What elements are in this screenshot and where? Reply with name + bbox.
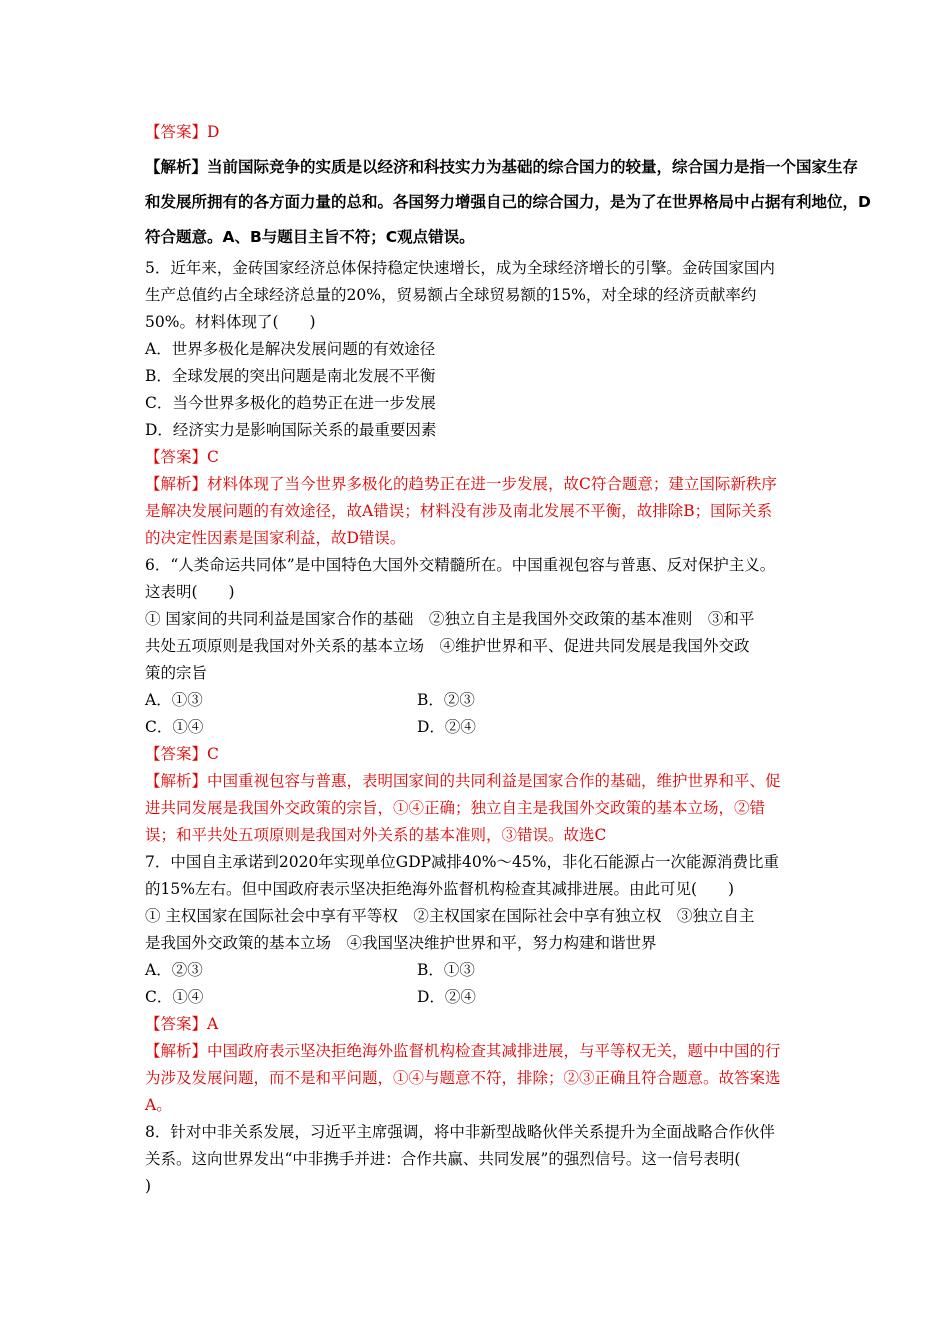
q4-analysis-line: 【解析】当前国际竞争的实质是以经济和科技实力为基础的综合国力的较量，综合国力是指一个国家生存 [145,158,859,176]
q7-option-b: B．①③ [417,961,475,979]
q4-answer: 【答案】D [145,123,220,141]
q7-answer: 【答案】A [145,1015,219,1033]
q7-option-d: D．②④ [417,988,476,1006]
q5-stem-line: 生产总值约占全球经济总量的20%，贸易额占全球贸易额的15%，对全球的经济贡献率约 [145,286,757,304]
q5-analysis-line: 【解析】材料体现了当今世界多极化的趋势正在进一步发展，故C符合题意；建立国际新秩序 [145,475,777,493]
q5-option-d: D．经济实力是影响国际关系的最重要因素 [145,421,437,439]
q6-stem-line: ① 国家间的共同利益是国家合作的基础 ②独立自主是我国外交政策的基本准则 ③和平 [145,610,755,628]
q8-stem-line: 8．针对中非关系发展，习近平主席强调，将中非新型战略伙伴关系提升为全面战略合作伙伴 [145,1123,775,1141]
q6-analysis-line: 误；和平共处五项原则是我国对外关系的基本准则，③错误。故选C [145,826,607,844]
q6-stem-line: 策的宗旨 [145,664,208,682]
q7-analysis-line: 【解析】中国政府表示坚决拒绝海外监督机构检查其减排进展，与平等权无关，题中中国的行 [145,1042,781,1060]
q7-option-c: C．①④ [145,988,204,1006]
q5-analysis-line: 是解决发展问题的有效途径，故A错误；材料没有涉及南北发展不平衡，故排除B；国际关系 [145,502,773,520]
q5-option-c: C．当今世界多极化的趋势正在进一步发展 [145,394,436,412]
q6-stem-line: 这表明( ) [145,583,235,601]
q7-stem-line: 的15%左右。但中国政府表示坚决拒绝海外监督机构检查其减排进展。由此可见( ) [145,880,735,898]
q5-stem-line: 5．近年来，金砖国家经济总体保持稳定快速增长，成为全球经济增长的引擎。金砖国家国内 [145,259,775,277]
q7-options-row [145,984,817,1011]
q6-option-b: B．②③ [417,691,475,709]
q6-answer: 【答案】C [145,745,219,763]
q6-analysis-line: 【解析】中国重视包容与普惠，表明国家间的共同利益是国家合作的基础，维护世界和平、促 [145,772,781,790]
q7-stem-line: ① 主权国家在国际社会中享有平等权 ②主权国家在国际社会中享有独立权 ③独立自主 [145,907,755,925]
q6-options-row [145,714,817,741]
q6-stem-line: 共处五项原则是我国对外关系的基本立场 ④维护世界和平、促进共同发展是我国外交政 [145,637,750,655]
q7-stem-line: 7．中国自主承诺到2020年实现单位GDP减排40%～45%，非化石能源占一次能源消费比重 [145,853,779,871]
q7-analysis-line: 为涉及发展问题，而不是和平问题，①④与题意不符，排除；②③正确且符合题意。故答案选 [145,1069,781,1087]
q6-options-row [145,687,817,714]
q7-options-row [145,957,817,984]
q5-option-b: B．全球发展的突出问题是南北发展不平衡 [145,367,436,385]
q5-analysis-line: 的决定性因素是国家利益，故D错误。 [145,529,406,547]
document-content [145,119,871,1200]
q5-stem-line: 50%。材料体现了( ) [145,313,316,331]
q7-analysis-line: A。 [145,1096,172,1114]
q4-analysis-line: 和发展所拥有的各方面力量的总和。各国努力增强自己的综合国力，是为了在世界格局中占据有利地位，D [145,193,871,211]
q6-option-a: A．①③ [145,691,203,709]
q4-analysis-line: 符合题意。A、B与题目主旨不符；C观点错误。 [145,228,475,246]
q6-analysis-line: 进共同发展是我国外交政策的宗旨，①④正确；独立自主是我国外交政策的基本立场，②错 [145,799,766,817]
q8-stem-line: 关系。这向世界发出“中非携手并进：合作共赢、共同发展”的强烈信号。这一信号表明( [145,1150,741,1168]
q7-stem-line: 是我国外交政策的基本立场 ④我国坚决维护世界和平，努力构建和谐世界 [145,934,657,952]
q6-option-c: C．①④ [145,718,204,736]
q5-answer: 【答案】C [145,448,219,466]
q8-stem-line: ) [145,1177,152,1195]
q7-option-a: A．②③ [145,961,203,979]
q6-stem-line: 6．“人类命运共同体”是中国特色大国外交精髓所在。中国重视包容与普惠、反对保护主义。 [145,556,776,574]
q6-option-d: D．②④ [417,718,476,736]
q5-option-a: A．世界多极化是解决发展问题的有效途径 [145,340,436,358]
